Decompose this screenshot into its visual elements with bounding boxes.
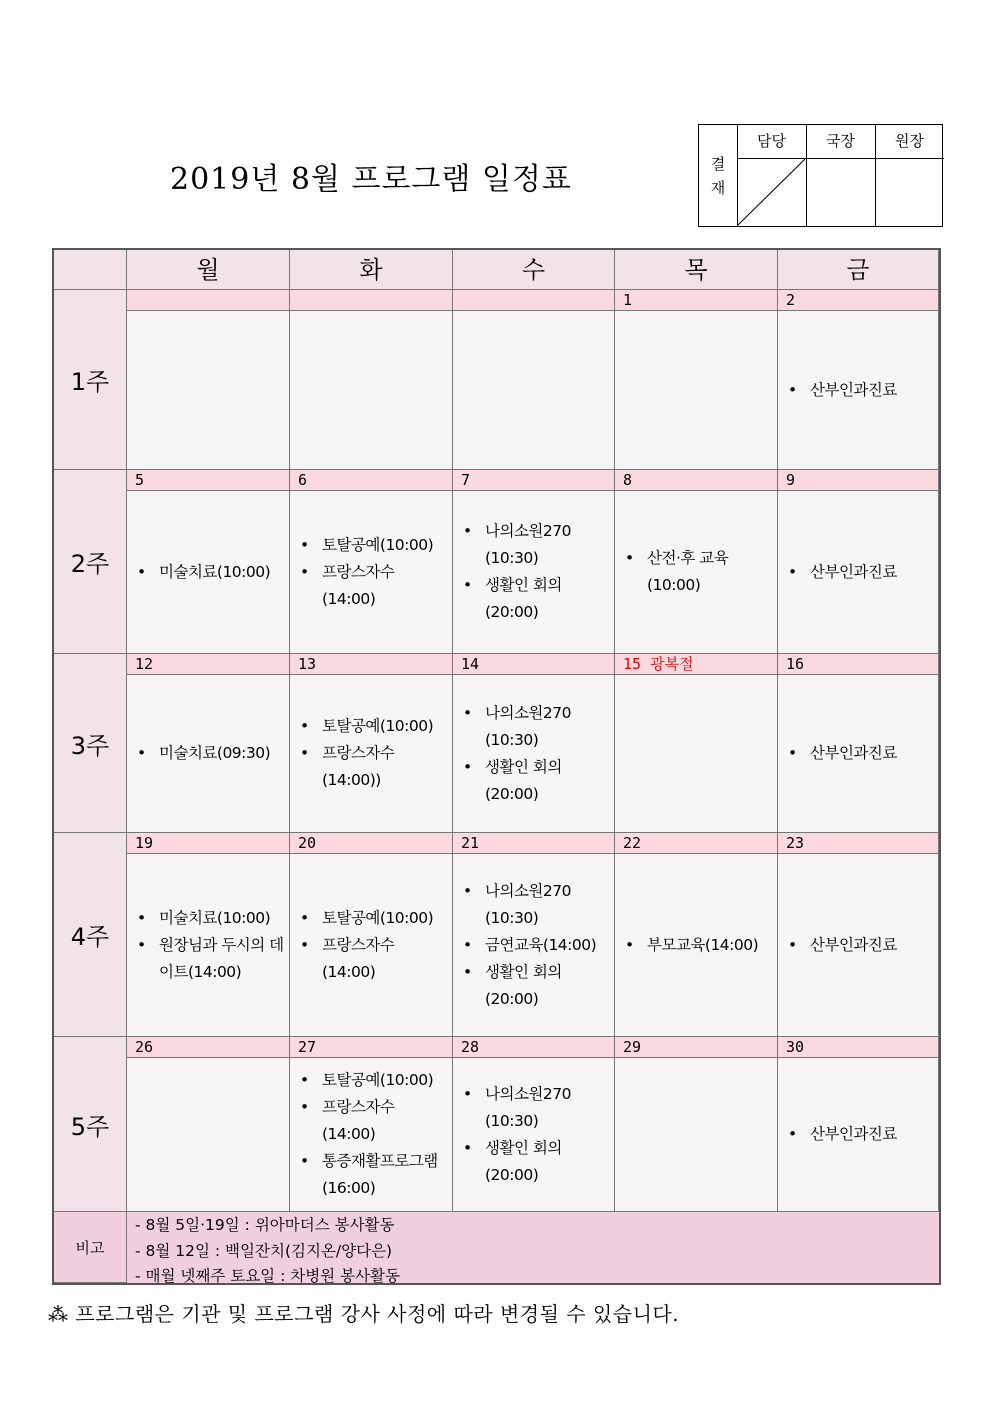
event-item: • 금연교육(14:00) xyxy=(461,932,610,959)
day-cell xyxy=(453,675,615,833)
day-cell xyxy=(615,491,778,654)
corner-header xyxy=(54,250,127,290)
date-number: 30 xyxy=(778,1037,939,1058)
date-number xyxy=(127,290,290,311)
day-cell xyxy=(290,854,453,1037)
week-label: 3주 xyxy=(54,654,127,833)
day-header: 화 xyxy=(290,250,453,290)
date-number: 26 xyxy=(127,1037,290,1058)
day-cell xyxy=(778,1058,939,1212)
day-cell xyxy=(290,1058,453,1212)
event-item: • 토탈공예(10:00) xyxy=(298,713,448,740)
date-number: 14 xyxy=(453,654,615,675)
approval-col-head xyxy=(875,125,944,226)
notes-label: 비고 xyxy=(54,1212,127,1283)
date-number: 13 xyxy=(290,654,453,675)
date-number: 9 xyxy=(778,470,939,491)
day-cell xyxy=(127,1058,290,1212)
event-item: • 프랑스자수 (14:00) xyxy=(298,559,448,613)
approval-box xyxy=(698,124,943,227)
approval-side-label xyxy=(699,125,738,226)
event-list xyxy=(786,932,934,959)
day-cell xyxy=(290,491,453,654)
date-number: 7 xyxy=(453,470,615,491)
date-number: 20 xyxy=(290,833,453,854)
day-cell xyxy=(615,1058,778,1212)
date-number: 27 xyxy=(290,1037,453,1058)
event-item: • 산부인과진료 xyxy=(786,740,934,767)
event-item: • 프랑스자수 (14:00) xyxy=(298,932,448,986)
day-cell xyxy=(453,1058,615,1212)
week-label: 5주 xyxy=(54,1037,127,1212)
date-number: 16 xyxy=(778,654,939,675)
day-cell xyxy=(127,311,290,470)
date-number: 15 광복절 xyxy=(615,654,778,675)
day-cell xyxy=(453,311,615,470)
event-list xyxy=(786,377,934,404)
event-item: • 생활인 회의 (20:00) xyxy=(461,959,610,1013)
day-cell xyxy=(290,311,453,470)
event-item: • 토탈공예(10:00) xyxy=(298,1067,448,1094)
note-line: - 8월 5일·19일 : 위아마더스 봉사활동 xyxy=(135,1216,395,1234)
footer-note: ⁂ 프로그램은 기관 및 프로그램 강사 사정에 따라 변경될 수 있습니다. xyxy=(48,1302,680,1326)
event-list xyxy=(135,559,285,586)
event-item: • 통증재활프로그램 (16:00) xyxy=(298,1148,448,1202)
day-cell xyxy=(127,675,290,833)
date-number: 28 xyxy=(453,1037,615,1058)
event-list xyxy=(461,700,610,808)
event-item: • 산부인과진료 xyxy=(786,377,934,404)
event-item: • 미술치료(09:30) xyxy=(135,740,285,767)
event-list xyxy=(298,905,448,986)
schedule-table xyxy=(52,248,941,1285)
day-header: 금 xyxy=(778,250,939,290)
day-header: 월 xyxy=(127,250,290,290)
event-list xyxy=(461,1081,610,1189)
diagonal-slash xyxy=(737,159,805,226)
event-item: • 프랑스자수 (14:00) xyxy=(298,1094,448,1148)
event-list xyxy=(135,740,285,767)
date-number: 19 xyxy=(127,833,290,854)
day-cell xyxy=(778,311,939,470)
date-number: 2 xyxy=(778,290,939,311)
date-number: 1 xyxy=(615,290,778,311)
approval-side-char-1: 결 xyxy=(710,154,726,173)
event-item: • 산부인과진료 xyxy=(786,559,934,586)
date-number: 29 xyxy=(615,1037,778,1058)
day-header: 수 xyxy=(453,250,615,290)
event-item: • 부모교육(14:00) xyxy=(623,932,773,959)
page-title: 2019년 8월 프로그램 일정표 xyxy=(170,162,572,197)
day-cell xyxy=(778,491,939,654)
event-item: • 프랑스자수 (14:00)) xyxy=(298,740,448,794)
date-number: 22 xyxy=(615,833,778,854)
day-cell xyxy=(778,854,939,1037)
date-number: 23 xyxy=(778,833,939,854)
event-item: • 산부인과진료 xyxy=(786,1121,934,1148)
notes-body xyxy=(127,1212,939,1283)
event-item: • 나의소원270 (10:30) xyxy=(461,518,610,572)
event-list xyxy=(786,1121,934,1148)
event-list xyxy=(623,932,773,959)
day-cell xyxy=(778,675,939,833)
week-label: 4주 xyxy=(54,833,127,1037)
note-line: - 8월 12일 : 백일잔치(김지온/양다은) xyxy=(135,1241,393,1260)
event-item: • 생활인 회의 (20:00) xyxy=(461,572,610,626)
date-number xyxy=(453,290,615,311)
event-item: • 토탈공예(10:00) xyxy=(298,532,448,559)
event-list xyxy=(135,905,285,986)
event-item: • 산전·후 교육 (10:00) xyxy=(623,545,773,599)
date-number: 21 xyxy=(453,833,615,854)
day-cell xyxy=(290,675,453,833)
event-item: • 생활인 회의 (20:00) xyxy=(461,1135,610,1189)
day-cell xyxy=(615,854,778,1037)
day-header: 목 xyxy=(615,250,778,290)
event-item: • 나의소원270 (10:30) xyxy=(461,1081,610,1135)
event-list xyxy=(786,740,934,767)
event-item: • 토탈공예(10:00) xyxy=(298,905,448,932)
event-list xyxy=(298,532,448,613)
day-cell xyxy=(127,854,290,1037)
day-cell xyxy=(453,854,615,1037)
approval-header: 원장 xyxy=(875,125,944,159)
day-cell xyxy=(453,491,615,654)
date-number: 12 xyxy=(127,654,290,675)
event-item: • 산부인과진료 xyxy=(786,932,934,959)
event-item: • 생활인 회의 (20:00) xyxy=(461,754,610,808)
approval-col-director xyxy=(806,125,876,226)
event-item: • 미술치료(10:00) xyxy=(135,559,285,586)
approval-header: 국장 xyxy=(806,125,875,159)
day-cell xyxy=(615,675,778,833)
day-cell xyxy=(615,311,778,470)
approval-header: 담당 xyxy=(737,125,806,159)
event-item: • 미술치료(10:00) xyxy=(135,905,285,932)
approval-col-manager xyxy=(737,125,807,226)
event-item: • 원장님과 두시의 데이트(14:00) xyxy=(135,932,285,986)
approval-side-char-2: 재 xyxy=(710,178,726,197)
event-list xyxy=(461,518,610,626)
event-item: • 나의소원270 (10:30) xyxy=(461,878,610,932)
week-label: 1주 xyxy=(54,290,127,470)
event-list xyxy=(786,559,934,586)
date-number xyxy=(290,290,453,311)
date-number: 5 xyxy=(127,470,290,491)
day-cell xyxy=(127,491,290,654)
event-list xyxy=(298,713,448,794)
event-list xyxy=(623,545,773,599)
week-label: 2주 xyxy=(54,470,127,654)
date-number: 6 xyxy=(290,470,453,491)
date-number: 8 xyxy=(615,470,778,491)
event-item: • 나의소원270 (10:30) xyxy=(461,700,610,754)
event-list xyxy=(461,878,610,1013)
event-list xyxy=(298,1067,448,1202)
note-line: - 매월 넷째주 토요일 : 차병원 봉사활동 xyxy=(135,1267,400,1285)
